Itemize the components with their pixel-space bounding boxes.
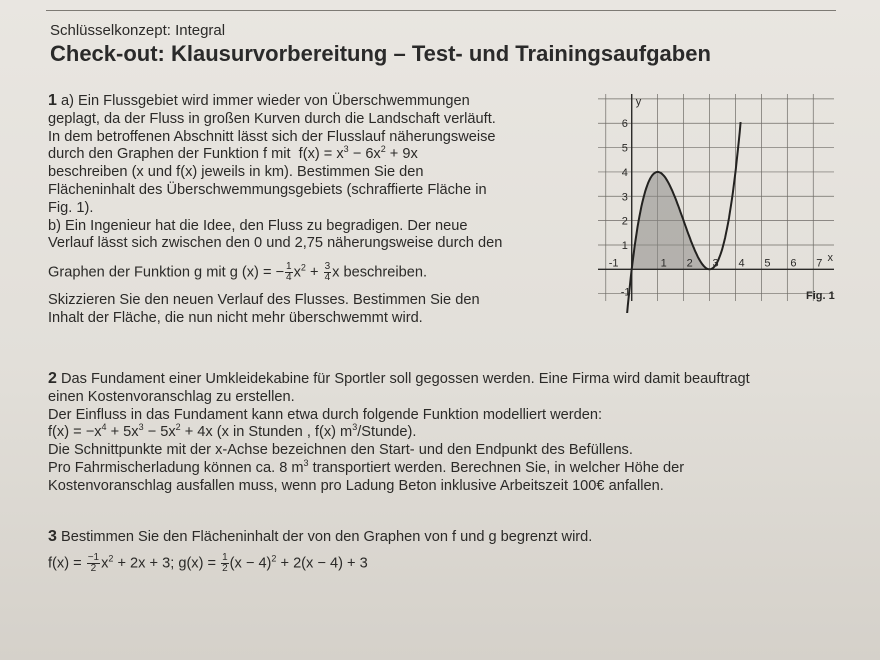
task-2-line-3: Der Einfluss in das Fundament kann etwa durch folgende Funktion modelliert werden: (48, 406, 603, 423)
task-2-number: 2 (48, 370, 57, 387)
task-2-line-6: Pro Fahrmischerladung können ca. 8 $m^3$ transportiert werden. Berechnen Sie, in welcher Höhe der (48, 458, 685, 476)
task-2-line-2: einen Kostenvoranschlag zu erstellen. (48, 388, 295, 405)
task-1b-line-2: Verlauf lässt sich zwischen den 0 und 2,75 näherungsweise durch den (48, 235, 503, 252)
task-1a-line-2: geplagt, da der Fluss in großen Kurven durch die Landschaft verläuft. (48, 110, 496, 127)
task-1a-line-5: beschreiben (x und f(x) jeweils in km). Bestimmen Sie den (48, 164, 424, 181)
x-tick-label: 1 (660, 257, 667, 270)
x-tick-label: 4 (738, 257, 745, 270)
y-tick-label: 1 (621, 239, 628, 252)
f-formula: $f(x) = x^3 - 6x^2 + 9x$ (298, 144, 418, 163)
y-tick-label: 6 (621, 118, 628, 131)
task-1b-line-5: Inhalt der Fläche, die nun nicht mehr überschwemmt wird. (48, 309, 423, 326)
task-1a-line-7: Fig. 1). (48, 199, 94, 216)
g-formula-line: Graphen der Funktion g mit g (x) = − $\frac{1}{4}$ $x^2$ + $\frac{3}{4}$ x beschreiben. (48, 261, 428, 284)
task-3-line-1: Bestimmen Sie den Flächeninhalt der von den Graphen von f und g begrenzt wird. (60, 529, 593, 545)
task-3-number: 3 (48, 528, 57, 545)
task-1a-line-3: In dem betroffenen Abschnitt lässt sich der Flusslauf näherungsweise (48, 128, 496, 145)
y-tick-label: 2 (621, 215, 628, 228)
x-tick-label: 5 (764, 257, 771, 270)
page-title: Check-out: Klausurvorbereitung – Test- und Trainingsaufgaben (50, 41, 711, 66)
task-2 (48, 370, 750, 496)
section-kicker: Schlüsselkonzept: Integral (50, 22, 226, 39)
y-tick-label: -1 (620, 286, 631, 299)
y-tick-label: 4 (621, 166, 628, 179)
y-tick-label: 5 (621, 142, 628, 155)
task-2-line-7: Kostenvoranschlag ausfallen muss, wenn pro Ladung Beton inklusive Arbeitszeit 100€ anfallen. (48, 477, 664, 494)
header-rule (46, 10, 836, 11)
y-tick-label: 3 (621, 191, 628, 204)
task-1a-line-4: durch den Graphen der Funktion f mit (48, 146, 291, 163)
task-2-line-1: Das Fundament einer Umkleidekabine für Sportler soll gegossen werden. Eine Firma wird damit beauftragt (60, 371, 750, 387)
task-2-line-5: Die Schnittpunkte mit der x-Achse bezeichnen den Start- und den Endpunkt des Befüllens. (48, 442, 633, 459)
task-1 (48, 92, 502, 328)
x-tick-label: 3 (712, 257, 719, 270)
x-tick-label: -1 (608, 257, 619, 270)
task-1-number: 1 (48, 92, 57, 109)
y-axis-label: y (635, 95, 642, 108)
task-1b-line-1: b) Ein Ingenieur hat die Idee, den Fluss zu begradigen. Der neue (48, 217, 468, 234)
x-axis-label: x (827, 251, 834, 264)
task-1b-line-4: Skizzieren Sie den neuen Verlauf des Flusses. Bestimmen Sie den (48, 292, 480, 309)
task-3 (48, 528, 592, 574)
task-1a-line-6: Flächeninhalt des Überschwemmungsgebiets (schraffierte Fläche in (48, 181, 487, 198)
task-1a-line-1: Ein Flussgebiet wird immer wieder von Überschwemmungen (78, 93, 470, 109)
task-3-formulas: f(x) = $\frac{-1}{2}$ $x^2 + 2x + 3$; g(x) = $\frac{1}{2}$ $(x - 4)^2 + 2(x - 4) + 3$ (48, 551, 368, 574)
figure-label: Fig. 1 (806, 290, 835, 302)
figure-1-graph (590, 88, 840, 313)
x-tick-label: 7 (816, 257, 823, 270)
task-1a-label: a) (60, 93, 74, 109)
x-tick-label: 2 (686, 257, 693, 270)
task-2-formula: $f(x) = -x^4 + 5x^3 - 5x^2 + 4x$ (x in Stunden , f(x) $m^3/Stunde$). (48, 422, 417, 441)
x-tick-label: 6 (790, 257, 797, 270)
